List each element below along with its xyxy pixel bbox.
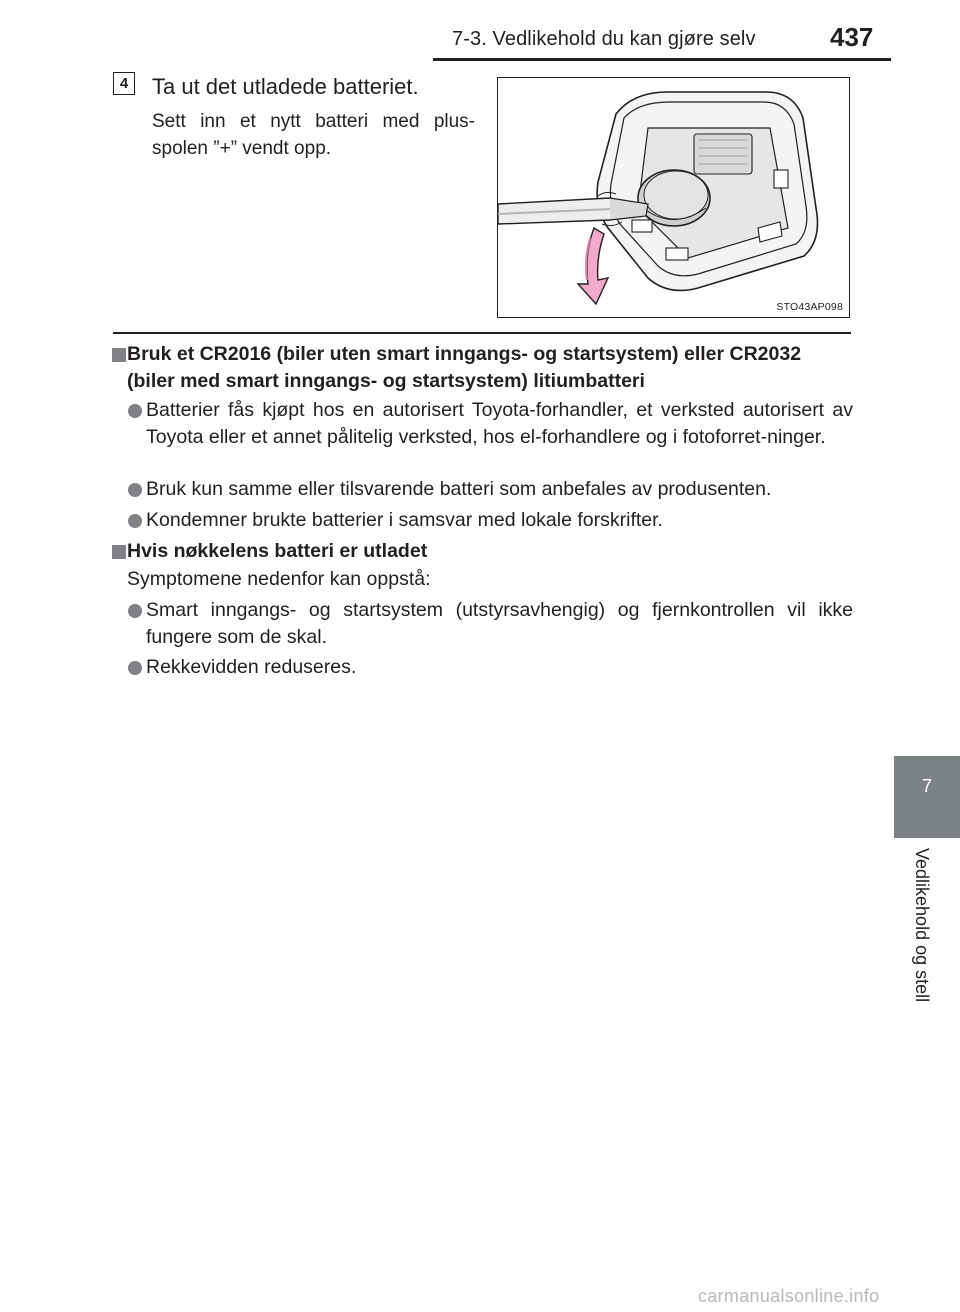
section-heading-line-1: Bruk et CR2016 (biler uten smart inngangs- og startsystem) eller CR2032: [127, 343, 802, 365]
watermark: carmanualsonline.info: [698, 1286, 880, 1306]
section-title: 7-3. Vedlikehold du kan gjøre selv: [452, 28, 756, 50]
bullet-text: Batterier fås kjøpt hos en autorisert Toyota-forhandler, et verksted autorisert av Toyota eller et annet pålitelig verksted, hos el-forhandlere og i fotoforret-ninger.: [146, 399, 853, 448]
section-heading: Hvis nøkkelens batteri er utladet: [127, 540, 428, 562]
step-title: Ta ut det utladede batteriet.: [152, 74, 419, 99]
step-description: Sett inn et nytt batteri med plus-spolen ”+” vendt opp.: [152, 111, 475, 159]
bullet-dot: [128, 483, 142, 497]
battery-illustration: [497, 77, 850, 318]
section-marker-square: [112, 348, 126, 362]
key-fob-battery-drawing: [498, 78, 850, 318]
chapter-tab: [894, 756, 960, 838]
header-rule: [433, 58, 891, 61]
bullet-dot: [128, 604, 142, 618]
bullet-text: Kondemner brukte batterier i samsvar med lokale forskrifter.: [146, 509, 663, 531]
page-number: 437: [830, 22, 874, 52]
chapter-number: 7: [921, 776, 932, 796]
bullet-dot: [128, 514, 142, 528]
page-header: [0, 0, 960, 60]
bullet-dot: [128, 404, 142, 418]
bullet-text: Rekkevidden reduseres.: [146, 656, 357, 678]
section-divider: [113, 332, 851, 334]
bullet-text: Bruk kun samme eller tilsvarende batteri som anbefales av produsenten.: [146, 478, 772, 500]
step-number-box: 4: [113, 72, 135, 95]
section-marker-square: [112, 545, 126, 559]
section-intro: Symptomene nedenfor kan oppstå:: [127, 568, 431, 590]
section-heading-line-2: (biler med smart inngangs- og startsystem) litiumbatteri: [127, 370, 645, 392]
bullet-dot: [128, 661, 142, 675]
figure-code: STO43AP098: [776, 301, 843, 313]
bullet-text: Smart inngangs- og startsystem (utstyrsavhengig) og fjernkontrollen vil ikke fungere som de skal.: [146, 599, 853, 648]
chapter-label: Vedlikehold og stell: [912, 848, 932, 1003]
